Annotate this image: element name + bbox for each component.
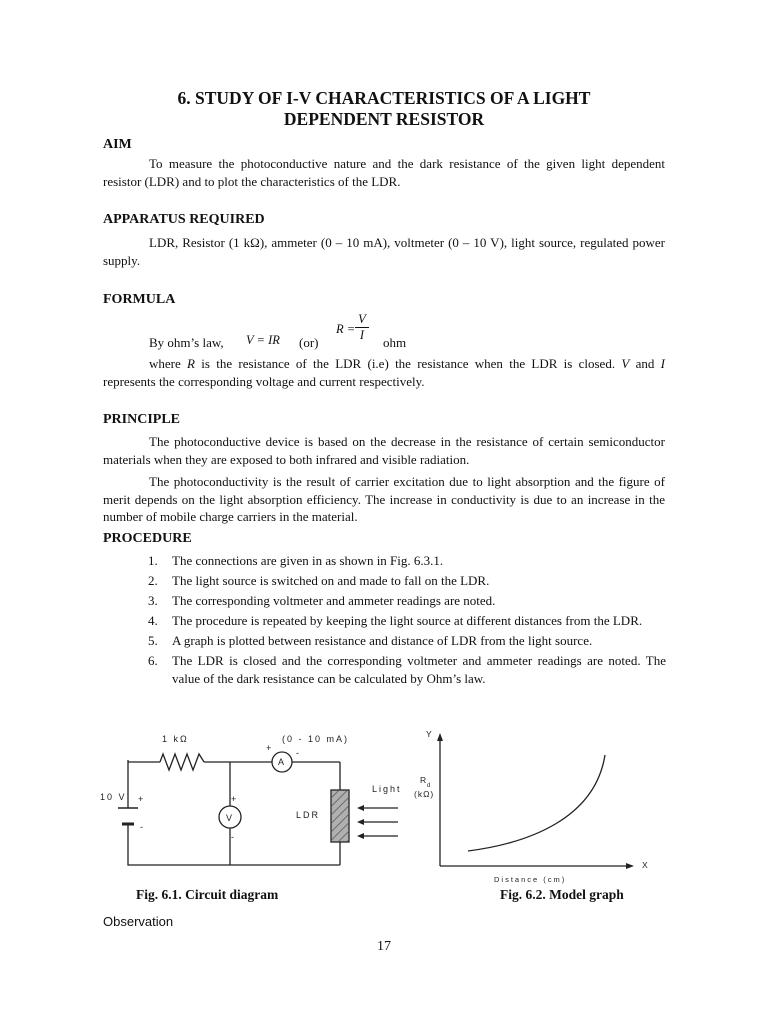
- ammeter-plus: +: [266, 743, 272, 753]
- y-axis-letter: Y: [426, 729, 432, 739]
- ldr-hatching: [331, 790, 349, 842]
- step-text: The connections are given in as shown in Fig. 6.3.1.: [172, 553, 444, 568]
- ammeter-minus: -: [296, 748, 299, 758]
- aim-heading: AIM: [103, 137, 132, 152]
- formula-or: (or): [299, 335, 319, 350]
- circuit-diagram: [95, 722, 415, 877]
- voltmeter-plus: +: [231, 794, 237, 804]
- procedure-step: [148, 572, 666, 590]
- where-symbol-r: R: [187, 356, 195, 371]
- y-axis-arrow: [437, 733, 443, 741]
- resistance-curve: [468, 755, 605, 851]
- light-arrow-heads: [357, 805, 364, 839]
- wire-top-left: [128, 760, 160, 762]
- where-text-1: where: [149, 356, 188, 371]
- page-number: 17: [377, 939, 391, 954]
- wire-bottom: [128, 824, 340, 865]
- principle-paragraph-1: The photoconductive device is based on the decrease in the resistance of certain semiconductor materials when they are exposed to both infrared and visible radiation.: [103, 434, 665, 467]
- step-text: A graph is plotted between resistance and distance of LDR from the light source.: [172, 633, 593, 648]
- resistor-label: 1 kΩ: [162, 734, 189, 744]
- step-text: The procedure is repeated by keeping the light source at different distances from the LDR.: [172, 613, 643, 628]
- fig1-caption: Fig. 6.1. Circuit diagram: [136, 887, 279, 902]
- voltmeter-minus: -: [231, 832, 234, 842]
- where-text-4: represents the corresponding voltage and current respectively.: [103, 373, 425, 389]
- y-axis-label-subscript: d: [427, 783, 431, 789]
- formula-lead: By ohm’s law,: [149, 335, 224, 350]
- step-text: The light source is switched on and made to fall on the LDR.: [172, 573, 490, 588]
- page-title-line-2: DEPENDENT RESISTOR: [283, 109, 485, 129]
- y-axis-label-unit: (kΩ): [414, 789, 435, 799]
- battery-minus: -: [140, 822, 143, 832]
- procedure-step: [148, 552, 666, 570]
- formula-fraction: [355, 312, 369, 343]
- procedure-step: [148, 632, 666, 650]
- formula-denominator: I: [359, 328, 365, 342]
- principle-heading: PRINCIPLE: [103, 412, 181, 427]
- supply-voltage-label: 10 V: [100, 792, 127, 802]
- battery-plus: +: [138, 794, 144, 804]
- where-symbol-i: I: [660, 356, 665, 371]
- ldr-label: LDR: [296, 810, 321, 820]
- formula-heading: FORMULA: [103, 292, 176, 307]
- resistor-symbol: [160, 754, 204, 770]
- step-number: 1.: [148, 553, 158, 568]
- step-number: 6.: [148, 653, 158, 668]
- principle-paragraph-2: The photoconductivity is the result of carrier excitation due to light absorption and the figure of merit depends on the light absorption efficiency. The increase in conductivity is due to an increase in the number of mobile charge carriers in the material.: [103, 474, 665, 524]
- procedure-steps: [148, 552, 666, 690]
- procedure-heading: PROCEDURE: [103, 531, 192, 546]
- formula-resistance-lhs: R =: [336, 322, 356, 336]
- ammeter-letter: A: [278, 757, 285, 767]
- model-graph: [410, 722, 660, 887]
- procedure-step: [148, 592, 666, 610]
- formula-numerator: V: [358, 312, 366, 326]
- x-axis-arrow: [626, 863, 634, 869]
- apparatus-text: LDR, Resistor (1 kΩ), ammeter (0 – 10 mA), voltmeter (0 – 10 V), light source, regulated power supply.: [103, 235, 665, 268]
- step-number: 5.: [148, 633, 158, 648]
- procedure-step: [148, 652, 666, 687]
- observation-heading: Observation: [103, 914, 174, 929]
- ammeter-range-label: (0 - 10 mA): [282, 734, 350, 744]
- step-text: The LDR is closed and the corresponding voltmeter and ammeter readings are noted. The value of the dark resistance can be calculated by Ohm’s law.: [172, 653, 666, 686]
- x-axis-label: Distance (cm): [494, 875, 567, 884]
- page-title-line-1: 6. STUDY OF I-V CHARACTERISTICS OF A LIGHT: [177, 88, 591, 108]
- step-number: 3.: [148, 593, 158, 608]
- y-axis-label-symbol: R: [420, 775, 427, 785]
- step-number: 4.: [148, 613, 158, 628]
- where-symbol-v: V: [621, 356, 630, 371]
- step-text: The corresponding voltmeter and ammeter readings are noted.: [172, 593, 496, 608]
- fig2-caption: Fig. 6.2. Model graph: [500, 887, 624, 902]
- formula-explanation: [103, 355, 665, 390]
- step-number: 2.: [148, 573, 158, 588]
- apparatus-heading: APPARATUS REQUIRED: [103, 212, 265, 227]
- formula-unit: ohm: [383, 335, 407, 350]
- voltmeter-letter: V: [226, 813, 233, 823]
- formula-ohms-law: V = IR: [246, 333, 280, 347]
- aim-text: To measure the photoconductive nature and the dark resistance of the given light dependent resistor (LDR) and to plot the characteristics of the LDR.: [103, 156, 665, 189]
- x-axis-letter: X: [642, 860, 648, 870]
- procedure-step: [148, 612, 666, 630]
- light-label: Light: [372, 784, 402, 794]
- where-text-3: and: [629, 356, 661, 371]
- where-text-2: is the resistance of the LDR (i.e) the resistance when the LDR is closed.: [195, 356, 622, 371]
